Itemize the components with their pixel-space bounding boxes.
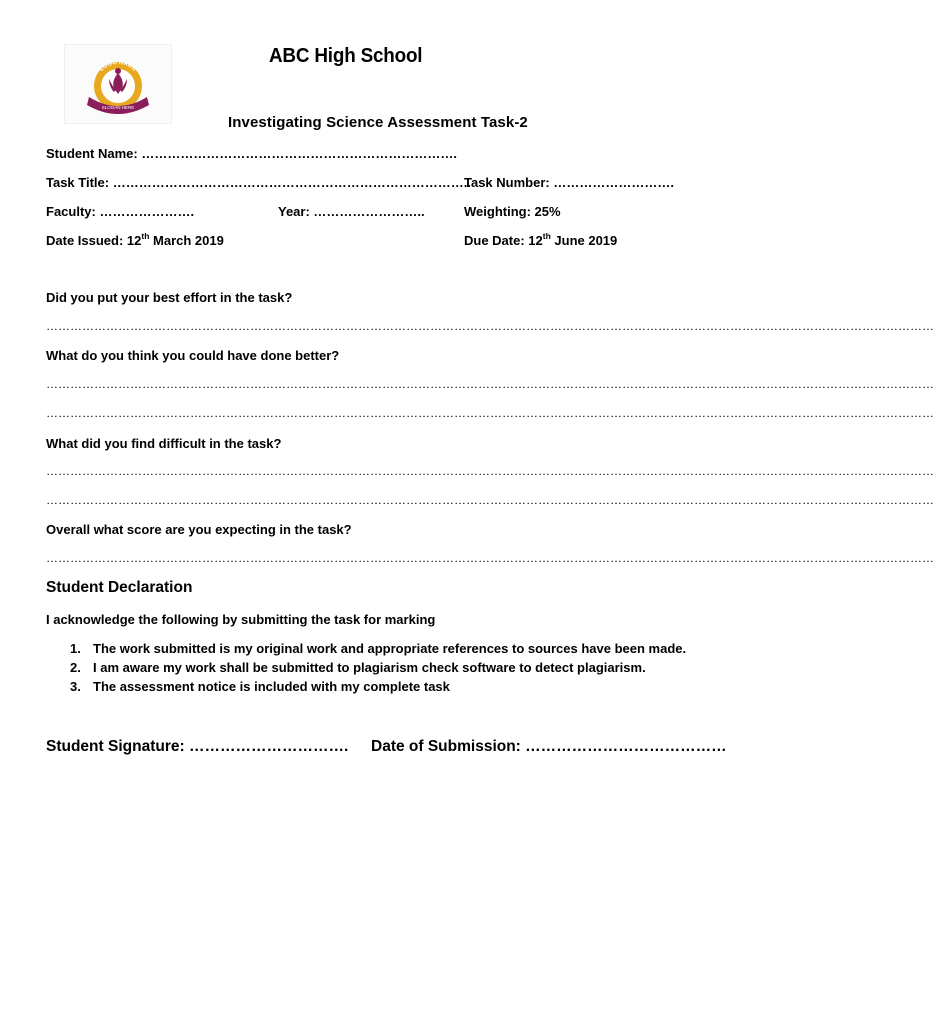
school-logo <box>64 44 172 124</box>
declaration-item-text: The work submitted is my original work and appropriate references to sources have been made. <box>93 641 687 656</box>
weighting-field: Weighting: 25% <box>464 204 561 219</box>
declaration-intro: I acknowledge the following by submitting the task for marking <box>46 612 436 627</box>
task-title-field[interactable]: Task Title: ……………………………………………………………………….. <box>46 175 471 190</box>
date-issued-sup: th <box>141 230 150 241</box>
answer-line-score[interactable]: …………………………………………………………………………………………………………………………………………………………………………………………………… <box>46 551 934 565</box>
answer-line-difficult-1[interactable]: …………………………………………………………………………………………………………………………………………………………………………………………………… <box>46 464 934 478</box>
declaration-item-text: The assessment notice is included with my complete task <box>93 679 450 694</box>
school-logo-graphic <box>65 45 171 123</box>
answer-line-difficult-2[interactable]: …………………………………………………………………………………………………………………………………………………………………………………………………… <box>46 493 934 507</box>
student-name-field[interactable]: Student Name: ………………………………………………………………. <box>46 146 457 161</box>
question-difficult: What did you find difficult in the task? <box>46 436 282 451</box>
question-effort: Did you put your best effort in the task? <box>46 290 293 305</box>
due-date-field <box>464 230 618 248</box>
question-improve: What do you think you could have done better? <box>46 348 340 363</box>
due-date-sup: th <box>542 230 551 241</box>
document-title: Investigating Science Assessment Task-2 <box>228 114 528 131</box>
faculty-field[interactable]: Faculty: …………………. <box>46 204 195 219</box>
declaration-item-number: 3. <box>70 679 81 694</box>
date-issued-field <box>46 230 224 248</box>
answer-line-effort[interactable]: …………………………………………………………………………………………………………………………………………………………………………………………………… <box>46 319 934 333</box>
answer-line-improve-2[interactable]: …………………………………………………………………………………………………………………………………………………………………………………………………… <box>46 406 934 420</box>
due-date-prefix: Due Date: 12 <box>464 233 543 248</box>
logo-ribbon-text: SLOGAN HERE <box>101 105 135 110</box>
student-signature-field[interactable]: Student Signature: …………………………. <box>46 738 349 755</box>
declaration-item-number: 1. <box>70 641 81 656</box>
date-issued-suffix: March 2019 <box>149 233 224 248</box>
due-date-suffix: June 2019 <box>550 233 618 248</box>
year-field[interactable]: Year: …………………….. <box>278 204 425 219</box>
answer-line-improve-1[interactable]: …………………………………………………………………………………………………………………………………………………………………………………………………… <box>46 377 934 391</box>
date-of-submission-field[interactable]: Date of Submission: ………………………………… <box>371 738 727 755</box>
school-name: ABC High School <box>269 44 423 67</box>
declaration-item-text: I am aware my work shall be submitted to plagiarism check software to detect plagiarism. <box>93 660 646 675</box>
question-score: Overall what score are you expecting in the task? <box>46 522 352 537</box>
date-issued-prefix: Date Issued: 12 <box>46 233 142 248</box>
declaration-heading: Student Declaration <box>46 579 193 596</box>
declaration-item-number: 2. <box>70 660 81 675</box>
logo-arc-textpath: LOGO NAME <box>98 59 138 73</box>
task-number-field[interactable]: Task Number: ………………………. <box>464 175 674 190</box>
